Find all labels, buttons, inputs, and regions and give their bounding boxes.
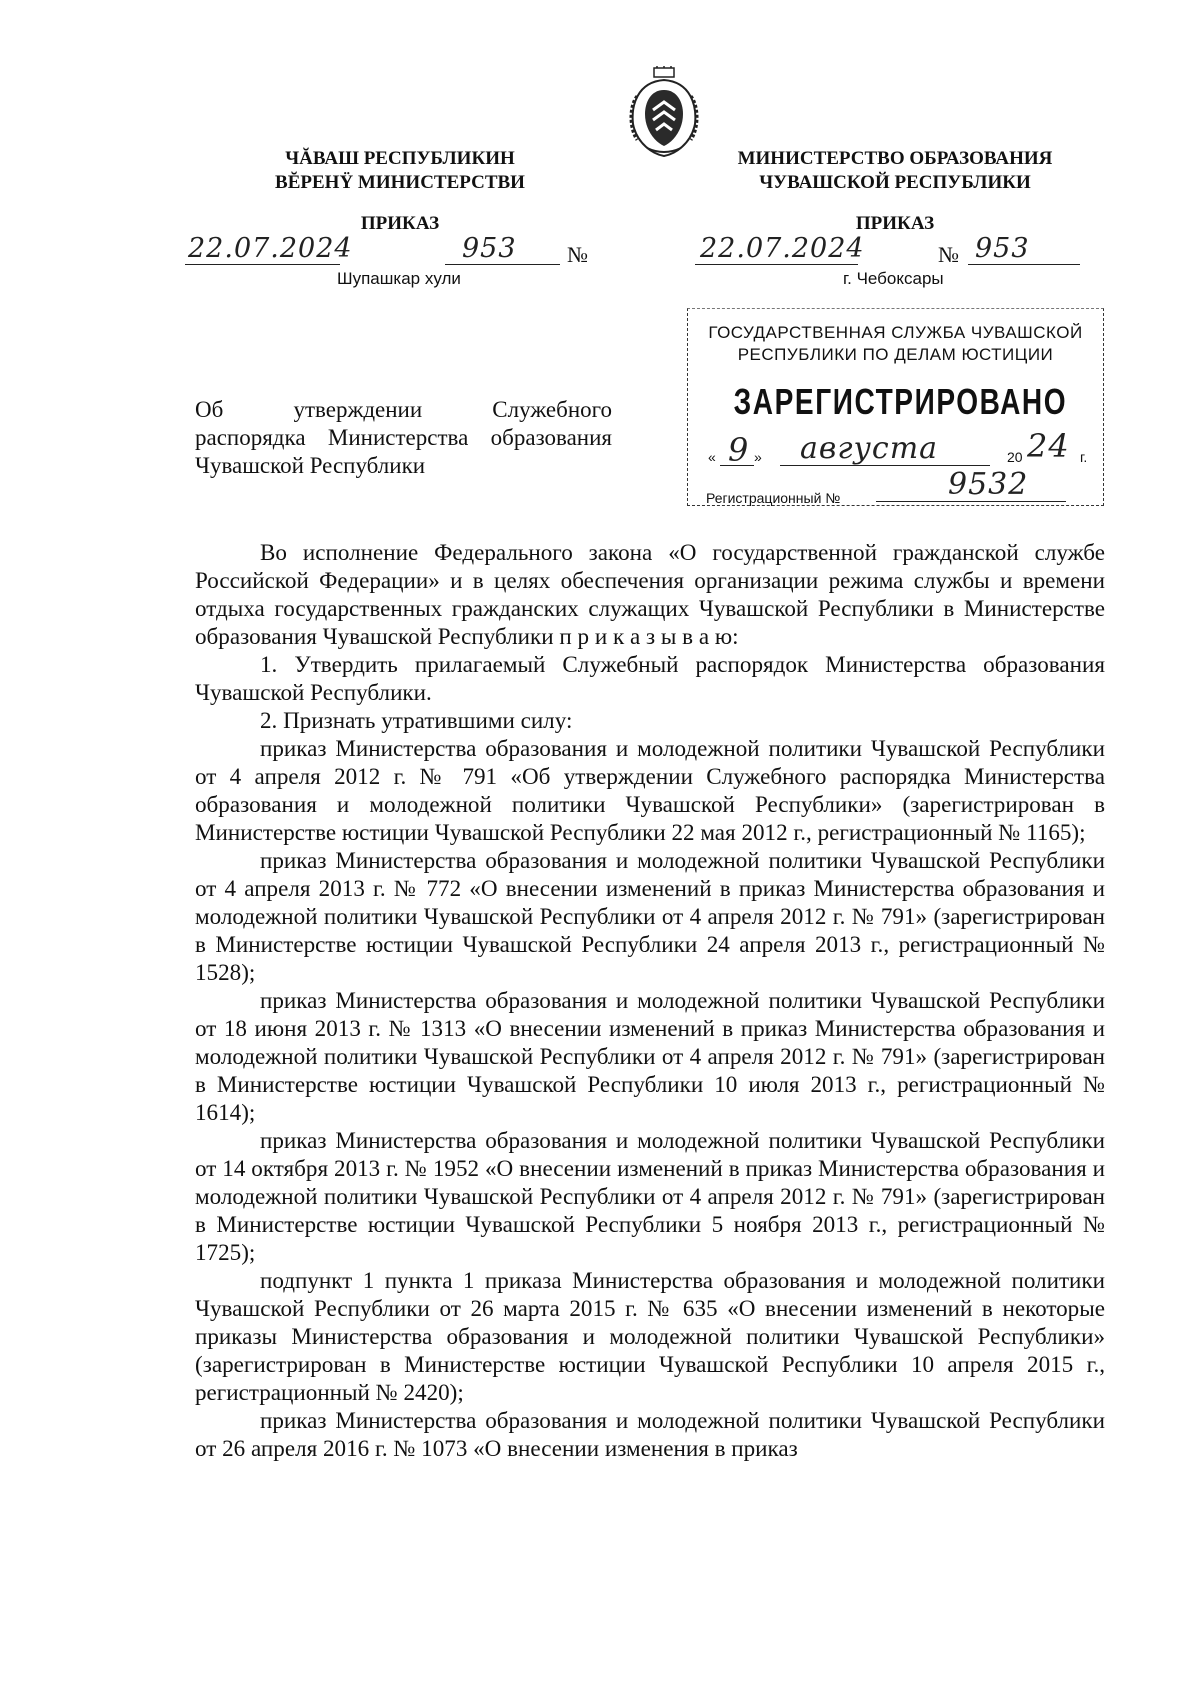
body-paragraph-repeal-4: приказ Министерства образования и молодежной политики Чувашской Республики от 14 октября 2013 г. № 1952 «О внесении изменений в приказ Министерства образования и молодежной политики Чувашской Республики от 4 апреля 2012 г. № 791» (зарегистрирован в Министерстве юстиции Чувашской Республики 5 ноября 2013 г., регистрационный № 1725); [195, 1127, 1105, 1265]
body-paragraph-item2: 2. Признать утратившими силу: [260, 707, 573, 733]
body-paragraph-repeal-3: приказ Министерства образования и молодежной политики Чувашской Республики от 18 июня 2013 г. № 1313 «О внесении изменений в приказ Министерства образования и молодежной политики Чувашской Республики от 4 апреля 2012 г. № 791» (зарегистрирован в Министерстве юстиции Чувашской Республики 10 июля 2013 г., регистрационный № 1614); [195, 987, 1105, 1125]
city-right: г. Чебоксары [843, 269, 944, 288]
ministry-name-chuvash-line1: ЧĂВАШ РЕСПУБЛИКИН [285, 148, 515, 169]
order-date-left: 22.07.2024 [188, 233, 353, 264]
number-sign-left: № [567, 242, 588, 267]
order-number-left-underline [445, 264, 560, 265]
stamp-quote-close: » [754, 449, 762, 465]
order-number-left: 953 [462, 233, 517, 264]
order-subject-rest: распорядка Министерства образования Чувашской Республики [195, 425, 612, 478]
registration-stamp [687, 308, 1104, 506]
ministry-name-russian-line1: МИНИСТЕРСТВО ОБРАЗОВАНИЯ [737, 148, 1053, 169]
stamp-agency-line1: ГОСУДАРСТВЕННАЯ СЛУЖБА ЧУВАШСКОЙ [708, 323, 1083, 342]
body-paragraph-repeal-1: приказ Министерства образования и молодежной политики Чувашской Республики от 4 апреля 2012 г. № 791 «Об утверждении Служебного распорядка Министерства образования и молодежной политики Чувашской Республики» (зарегистрирован в Министерстве юстиции Чувашской Республики 22 мая 2012 г., регистрационный № 1165); [195, 735, 1105, 845]
body-paragraph-preamble: Во исполнение Федерального закона «О государственной гражданской службе Российской Федерации» и в целях обеспечения организации режима службы и времени отдыха государственных гражданских служащих Чувашской Республики в Министерстве образования Чувашской Республики п р и к а з ы в а ю: [195, 539, 1105, 649]
order-number-right: 953 [975, 233, 1030, 264]
body-paragraph-repeal-6: приказ Министерства образования и молодежной политики Чувашской Республики от 26 апреля 2016 г. № 1073 «О внесении изменения в приказ [195, 1407, 1105, 1461]
stamp-reg-underline [876, 501, 1066, 502]
stamp-day-underline [720, 465, 754, 466]
order-body [195, 538, 1105, 1462]
number-sign-right: № [938, 242, 959, 267]
ministry-name-russian [695, 147, 1095, 195]
stamp-year-prefix: 20 [1007, 449, 1023, 465]
city-left: Шупашкар хули [337, 269, 461, 288]
stamp-reg-label: Регистрационный № [706, 490, 841, 506]
stamp-quote-open: « [708, 449, 716, 465]
stamp-year-unit: г. [1080, 449, 1088, 465]
ministry-name-chuvash [210, 147, 590, 195]
stamp-agency-line2: РЕСПУБЛИКИ ПО ДЕЛАМ ЮСТИЦИИ [737, 345, 1054, 364]
order-date-right-underline [695, 264, 858, 265]
order-date-right: 22.07.2024 [700, 233, 865, 264]
stamp-month-underline [780, 465, 990, 466]
order-subject-line1: Об утверждении Служебного [195, 397, 612, 422]
chuvash-emblem-icon [623, 66, 705, 158]
stamp-title: ЗАРЕГИСТРИРОВАНО [733, 381, 1068, 422]
body-paragraph-repeal-2: приказ Министерства образования и молодежной политики Чувашской Республики от 4 апреля 2013 г. № 772 «О внесении изменений в приказ Министерства образования и молодежной политики Чувашской Республики от 4 апреля 2012 г. № 791» (зарегистрирован в Министерстве юстиции Чувашской Республики 24 апреля 2013 г., регистрационный № 1528); [195, 847, 1105, 985]
stamp-year-suffix: 24 [1027, 427, 1070, 465]
order-date-left-underline [185, 264, 340, 265]
order-subject [195, 396, 612, 480]
stamp-reg-number: 9532 [948, 467, 1029, 502]
order-number-right-underline [968, 264, 1080, 265]
stamp-month: августа [800, 431, 939, 466]
body-paragraph-item1: 1. Утвердить прилагаемый Служебный распорядок Министерства образования Чувашской Республики. [195, 651, 1105, 705]
stamp-day: 9 [728, 431, 750, 469]
order-label-right: ПРИКАЗ [855, 213, 935, 234]
ministry-name-russian-line2: ЧУВАШСКОЙ РЕСПУБЛИКИ [759, 172, 1031, 193]
ministry-name-chuvash-line2: ВĔРЕНŸ МИНИСТЕРСТВИ [275, 172, 525, 193]
body-paragraph-repeal-5: подпункт 1 пункта 1 приказа Министерства образования и молодежной политики Чувашской Республики от 26 марта 2015 г. № 635 «О внесении изменений в некоторые приказы Министерства образования и молодежной политики Чувашской Республики» (зарегистрирован в Министерстве юстиции Чувашской Республики 10 апреля 2015 г., регистрационный № 2420); [195, 1267, 1105, 1405]
order-label-left: ПРИКАЗ [360, 213, 440, 234]
